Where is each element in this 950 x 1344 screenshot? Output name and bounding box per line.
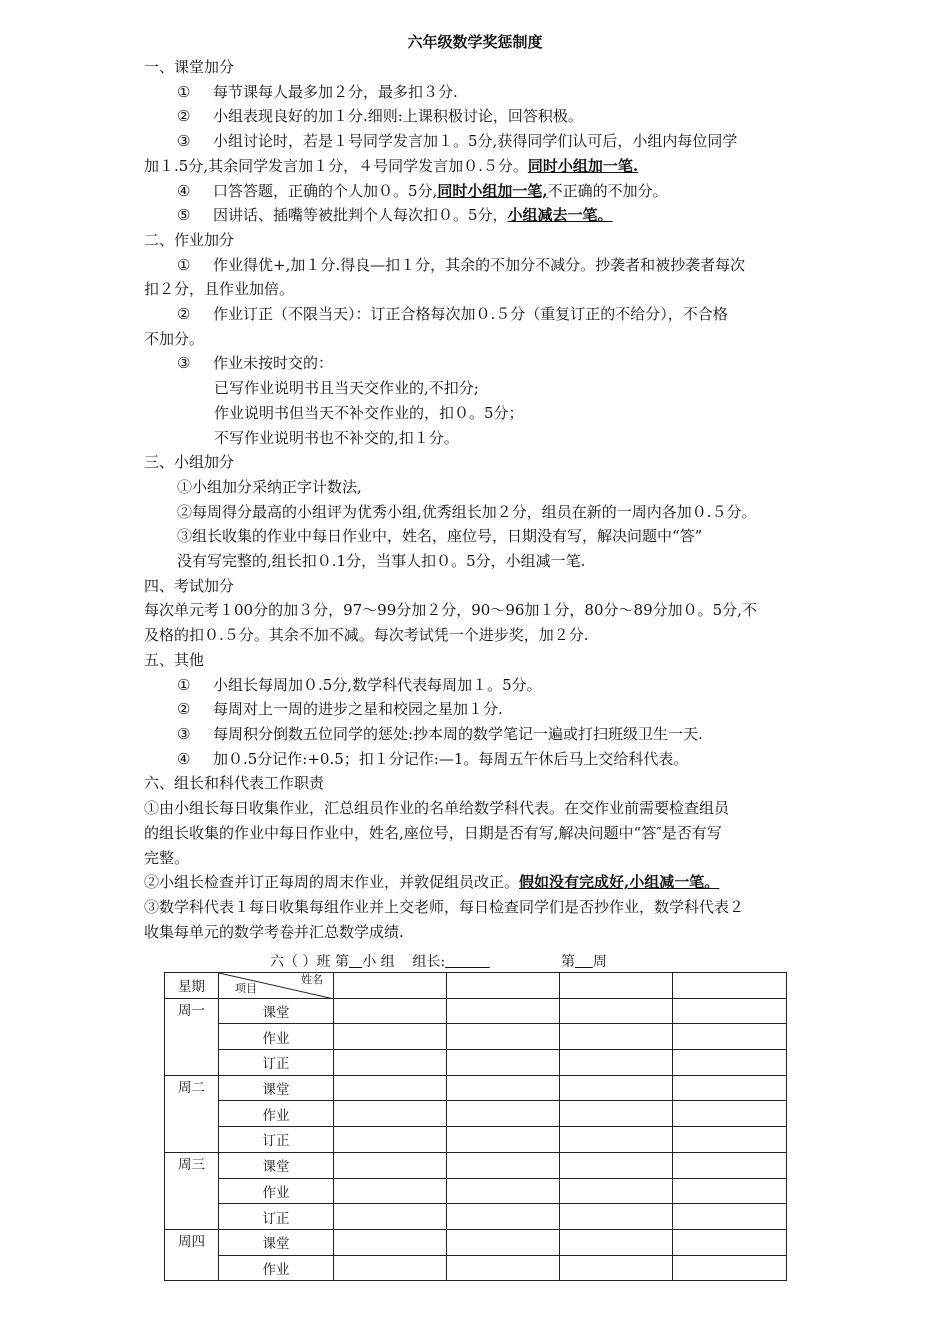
weekday-cell: 周一 [165, 998, 219, 1075]
score-cell[interactable] [673, 1229, 787, 1255]
bold-underline-text: 同时小组加一笔, [437, 181, 548, 200]
item-cell: 订正 [219, 1204, 334, 1230]
score-cell[interactable] [560, 1101, 673, 1127]
score-cell[interactable] [334, 998, 447, 1024]
score-cell[interactable] [673, 1152, 787, 1178]
score-cell[interactable] [673, 1204, 787, 1230]
score-cell[interactable] [447, 1152, 560, 1178]
rule-line: ①由小组长每日收集作业，汇总组员作业的名单给数学科代表。在交作业前需要检查组员 [144, 799, 730, 818]
rule-line: 每次单元考１00分的加３分，97～99分加２分，90～96加１分，80分～89分加０。5分,不 [144, 601, 757, 620]
item-cell: 订正 [219, 1127, 334, 1153]
table-row [165, 1178, 787, 1204]
rule-item-continued: 不加分。 [144, 329, 205, 348]
score-cell[interactable] [334, 1101, 447, 1127]
blank-field [575, 954, 593, 970]
score-cell[interactable] [447, 1255, 560, 1281]
table-row [165, 1152, 787, 1178]
score-cell[interactable] [673, 1050, 787, 1076]
score-cell[interactable] [673, 1127, 787, 1153]
score-cell[interactable] [447, 1050, 560, 1076]
rule-item: ① 每节课每人最多加２分，最多扣３分. [177, 82, 458, 101]
rule-item: ③ 作业未按时交的： [177, 354, 334, 373]
bold-underline-text: 假如没有完成好,小组减一笔。 [519, 873, 720, 892]
score-cell[interactable] [673, 1178, 787, 1204]
diagonal-header-cell [219, 973, 334, 999]
score-cell[interactable] [673, 998, 787, 1024]
rule-item: ① 作业得优+,加１分.得良—扣１分，其余的不加分不减分。抄袭者和被抄袭者每次 [177, 255, 746, 274]
item-cell: 课堂 [219, 1075, 334, 1101]
rule-line: 收集每单元的数学考卷并汇总数学成绩. [144, 922, 404, 941]
rule-subitem: 已写作业说明书且当天交作业的,不扣分; [214, 379, 479, 398]
score-cell[interactable] [673, 1075, 787, 1101]
rule-line: 的组长收集的作业中每日作业中，姓名,座位号，日期是否有写,解决问题中“答″是否有写 [144, 823, 722, 842]
section-heading: 二、作业加分 [144, 230, 235, 249]
weekday-cell: 周二 [165, 1075, 219, 1152]
blank-field [349, 954, 362, 970]
rule-line: ③数学科代表１每日收集每组作业并上交老师，每日检查同学们是否抄作业，数学科代表２ [144, 897, 745, 916]
score-cell[interactable] [447, 1024, 560, 1050]
section-heading: 三、小组加分 [144, 453, 235, 472]
rule-subitem: 作业说明书但当天不补交作业的，扣０。5分； [214, 403, 524, 422]
score-cell[interactable] [560, 1075, 673, 1101]
name-header: 姓名 [301, 973, 323, 986]
name-cell[interactable] [447, 973, 560, 999]
score-cell[interactable] [447, 1229, 560, 1255]
rule-item-continued: 扣２分，且作业加倍。 [144, 280, 295, 299]
rule-item: ③ 小组讨论时，若是１号同学发言加１。5分,获得同学们认可后，小组内每位同学 [177, 132, 738, 151]
rule-line: 没有写完整的,组长扣０.1分，当事人扣０。5分，小组减一笔. [177, 552, 586, 571]
score-cell[interactable] [334, 1075, 447, 1101]
rule-line: 完整。 [144, 848, 190, 867]
item-cell: 课堂 [219, 1229, 334, 1255]
section-heading: 六、组长和科代表工作职责 [144, 774, 325, 793]
rule-item: ② 每周对上一周的进步之星和校园之星加１分. [177, 700, 503, 719]
item-cell: 订正 [219, 1050, 334, 1076]
score-cell[interactable] [560, 998, 673, 1024]
score-cell[interactable] [673, 1255, 787, 1281]
score-cell[interactable] [673, 1024, 787, 1050]
score-cell[interactable] [447, 1127, 560, 1153]
rule-item: ④ 口答答题，正确的个人加０。5分,同时小组加一笔,不正确的不加分。 [177, 181, 668, 200]
table-row [165, 1255, 787, 1281]
table-row [165, 1229, 787, 1255]
rule-item: ③ 每周积分倒数五位同学的惩处:抄本周的数学笔记一遍或打扫班级卫生一天. [177, 724, 703, 743]
rule-item: ① 小组长每周加０.5分,数学科代表每周加１。5分。 [177, 675, 542, 694]
rule-item: ② 作业订正（不限当天）：订正合格每次加０.５分（重复订正的不给分），不合格 [177, 305, 728, 324]
table-row [165, 1075, 787, 1101]
rule-line: ③组长收集的作业中每日作业中，姓名，座位号，日期没有写，解决问题中“答” [177, 527, 703, 546]
score-cell[interactable] [334, 1152, 447, 1178]
table-row [165, 1024, 787, 1050]
section-heading: 四、考试加分 [144, 576, 235, 595]
table-row [165, 1127, 787, 1153]
item-cell: 课堂 [219, 998, 334, 1024]
score-cell[interactable] [560, 1024, 673, 1050]
item-header: 项目 [235, 982, 257, 995]
section-heading: 一、课堂加分 [144, 58, 235, 76]
score-cell[interactable] [334, 1024, 447, 1050]
score-cell[interactable] [560, 1152, 673, 1178]
item-cell: 作业 [219, 1178, 334, 1204]
rule-subitem: 不写作业说明书也不补交的,扣１分。 [214, 428, 459, 447]
table-row [165, 1050, 787, 1076]
score-cell[interactable] [334, 1178, 447, 1204]
name-cell[interactable] [334, 973, 447, 999]
score-cell[interactable] [560, 1127, 673, 1153]
table-row [165, 998, 787, 1024]
score-cell[interactable] [334, 1204, 447, 1230]
item-cell: 作业 [219, 1101, 334, 1127]
bold-underline-text: 同时小组加一笔. [527, 156, 639, 175]
item-cell: 作业 [219, 1255, 334, 1281]
score-cell[interactable] [447, 1178, 560, 1204]
score-cell[interactable] [560, 1255, 673, 1281]
name-cell[interactable] [673, 973, 787, 999]
score-cell[interactable] [334, 1050, 447, 1076]
score-table [164, 972, 787, 1281]
table-caption: 六（ ）班 第 小 组 组长: 第 周 [270, 954, 607, 970]
name-cell[interactable] [560, 973, 673, 999]
score-cell[interactable] [560, 1229, 673, 1255]
rule-line: ①小组加分采纳正字计数法, [177, 477, 362, 496]
score-cell[interactable] [447, 1204, 560, 1230]
score-cell[interactable] [334, 1229, 447, 1255]
score-cell[interactable] [560, 1050, 673, 1076]
weekday-cell: 周三 [165, 1152, 219, 1229]
rule-line: ②每周得分最高的小组评为优秀小组,优秀组长加２分，组员在新的一周内各加０.５分。 [177, 502, 757, 521]
rule-item-continued: 加１.5分,其余同学发言加１分，４号同学发言加０.５分。同时小组加一笔. [144, 156, 639, 175]
score-cell[interactable] [560, 1204, 673, 1230]
blank-field [445, 954, 490, 970]
table-row [165, 1101, 787, 1127]
weekday-header: 星期 [165, 973, 219, 999]
item-cell: 课堂 [219, 1152, 334, 1178]
score-cell[interactable] [334, 1255, 447, 1281]
weekday-cell: 周四 [165, 1229, 219, 1280]
rule-item: ⑤ 因讲话、插嘴等被批判个人每次扣０。5分，小组减去一笔。 [177, 206, 613, 225]
rule-item: ② 小组表现良好的加１分.细则:上课积极讨论，回答积极。 [177, 107, 583, 126]
document-title: 六年级数学奖惩制度 [407, 33, 543, 51]
rule-line: 及格的扣０.５分。其余不加不减。每次考试凭一个进步奖，加２分. [144, 626, 589, 645]
table-header-row [165, 973, 787, 999]
score-cell[interactable] [673, 1101, 787, 1127]
section-heading: 五、其他 [144, 650, 205, 669]
score-cell[interactable] [447, 1101, 560, 1127]
score-cell[interactable] [560, 1178, 673, 1204]
rule-line: ②小组长检查并订正每周的周末作业，并敦促组员改正。假如没有完成好,小组减一笔。 [144, 873, 720, 892]
score-cell[interactable] [447, 1075, 560, 1101]
bold-underline-text: 小组减去一笔。 [507, 206, 613, 225]
table-row [165, 1204, 787, 1230]
item-cell: 作业 [219, 1024, 334, 1050]
score-cell[interactable] [334, 1127, 447, 1153]
score-cell[interactable] [447, 998, 560, 1024]
document-body [144, 55, 814, 944]
rule-item: ④ 加０.5分记作:+0.5；扣１分记作:—1。每周五午休后马上交给科代表。 [177, 749, 689, 768]
